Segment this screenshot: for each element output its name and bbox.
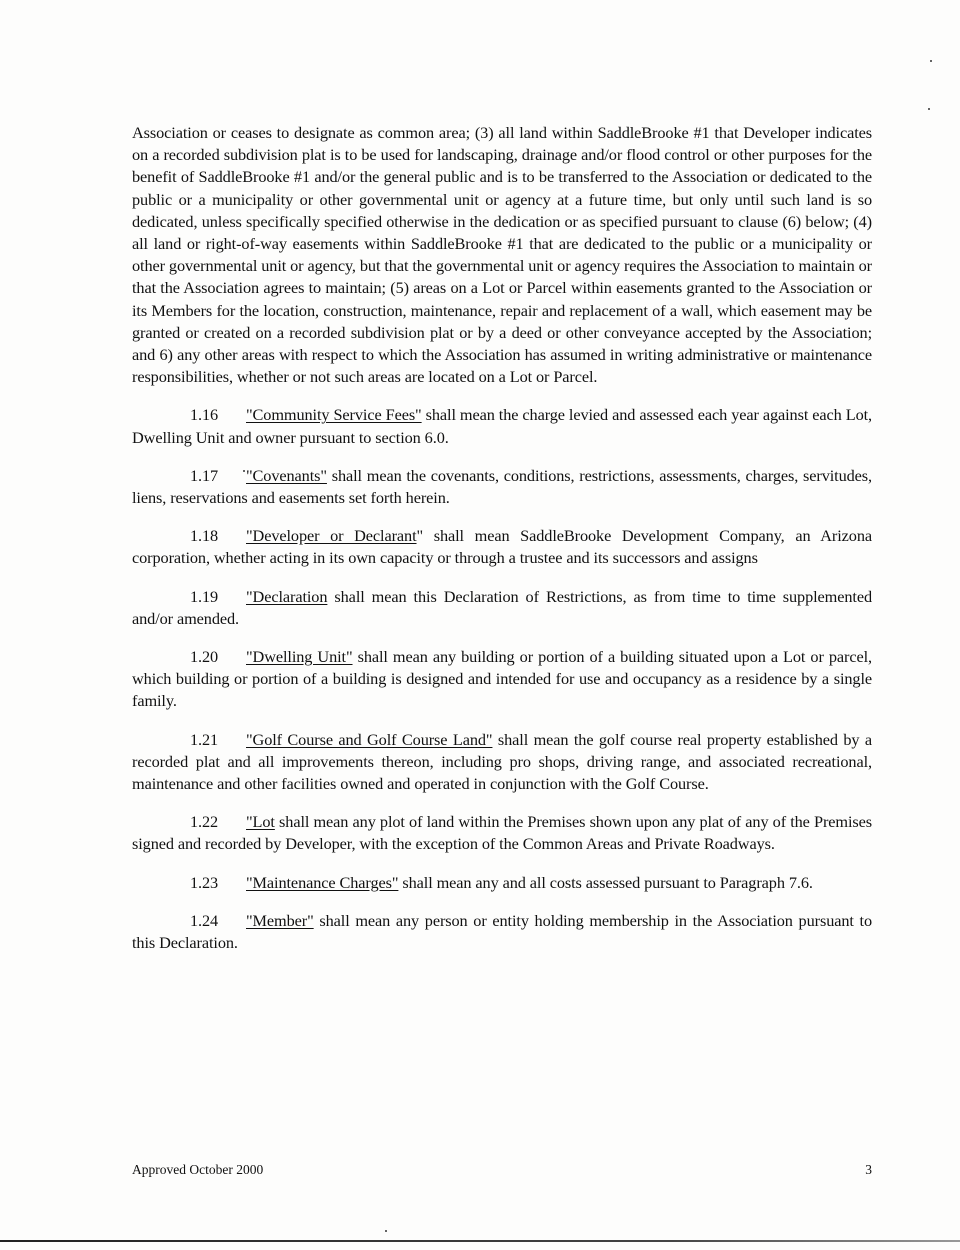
definition-text: shall mean any plot of land within the Premises shown upon any plat of any of the Premises signed and recorded by Developer, with the exception of the Common Areas and Private Roadways. [132,812,872,854]
approval-date: Approved October 2000 [132,1162,264,1177]
scan-speck [930,60,932,62]
definition-text: shall mean the covenants, conditions, restrictions, assessments, charges, servitudes, liens, reservations and easements set forth herein. [132,465,872,508]
section-number: 1.16 [190,405,219,425]
definition-1-20 [132,646,872,713]
definition-1-24 [132,910,872,954]
definition-1-18 [132,525,872,569]
definition-text: shall mean this Declaration of Restrictions, as from time to time supplemented and/or amended. [132,586,872,628]
section-number: 1.19 [190,586,219,606]
definition-1-21 [132,729,872,796]
defined-term: "Lot [246,812,275,832]
section-number: 1.24 [190,910,219,930]
defined-term: "Maintenance Charges" [246,872,399,892]
definition-text: shall mean the charge levied and assessed each year against each Lot, Dwelling Unit and owner pursuant to section 6.0. [132,405,872,447]
scan-speck [928,108,930,110]
defined-term: "Declaration [246,586,328,606]
definition-text: shall mean the golf course real property established by a recorded plat and all improvements thereon, including pro shops, driving range, and associated recreational, maintenance and other facilities owned and operated in conjunction with the Golf Course. [132,729,872,794]
page-footer [132,1162,872,1178]
defined-term: "Developer or Declarant [246,526,417,546]
defined-term: "Member" [246,910,314,930]
definition-1-23 [132,872,872,894]
defined-term: "Covenants" [246,465,327,485]
section-number: 1.23 [190,872,219,892]
intro-paragraph: Association or ceases to designate as common area; (3) all land within SaddleBrooke #1 that Developer indicates on a recorded subdivision plat is to be used for landscaping, drainage and/or flood control or other purposes for the benefit of SaddleBrooke #1 and/or the general public and is to be transferred to the Association or dedicated to the public or a municipality or other governmental unit or agency at a future time, but only until such land is so dedicated, unless specifically specified otherwise in the dedication or as specified pursuant to clause (6) below; (4) all land or right-of-way easements within SaddleBrooke #1 that are dedicated to the public or a municipality or other governmental unit or agency, but that the governmental unit or agency requires the Association to maintain or that the Association agrees to maintain; (5) areas on a Lot or Parcel within easements granted to the Association or its Members for the location, construction, maintenance, repair and replacement of a wall, which easement may be granted or created on a recorded subdivision plat or by a deed or other conveyance accepted by the Association; and 6) any other areas with respect to which the Association has assumed in writing administrative or maintenance responsibilities, whether or not such areas are located on a Lot or Parcel. [132,123,872,387]
definition-text: shall mean any building or portion of a building situated upon a Lot or parcel, which building or portion of a building is designed and intended for use and occupancy as a residence by a single family. [132,647,873,711]
definition-1-16 [132,404,872,448]
section-number: 1.22 [190,812,219,832]
document-body [132,122,872,970]
definition-text: " shall mean SaddleBrooke Development Company, an Arizona corporation, whether acting in its own capacity or through a trustee and its successors and assigns [132,526,872,568]
definition-text: shall mean any and all costs assessed pursuant to Paragraph 7.6. [398,872,813,892]
scan-edge-line [0,1240,960,1242]
defined-term: "Dwelling Unit" [246,647,353,667]
page-number: 3 [865,1162,872,1177]
definition-1-22 [132,811,872,855]
section-number: 1.17 [190,465,219,485]
section-number: 1.18 [190,526,219,546]
section-number: 1.21 [190,729,219,749]
definition-text: shall mean any person or entity holding membership in the Association pursuant to this Declaration. [132,910,872,953]
defined-term: "Community Service Fees" [246,405,422,425]
section-number: 1.20 [190,647,219,667]
scan-speck [385,1230,387,1232]
definition-1-19 [132,586,872,630]
scan-speck [243,470,245,472]
defined-term: "Golf Course and Golf Course Land" [246,729,493,749]
